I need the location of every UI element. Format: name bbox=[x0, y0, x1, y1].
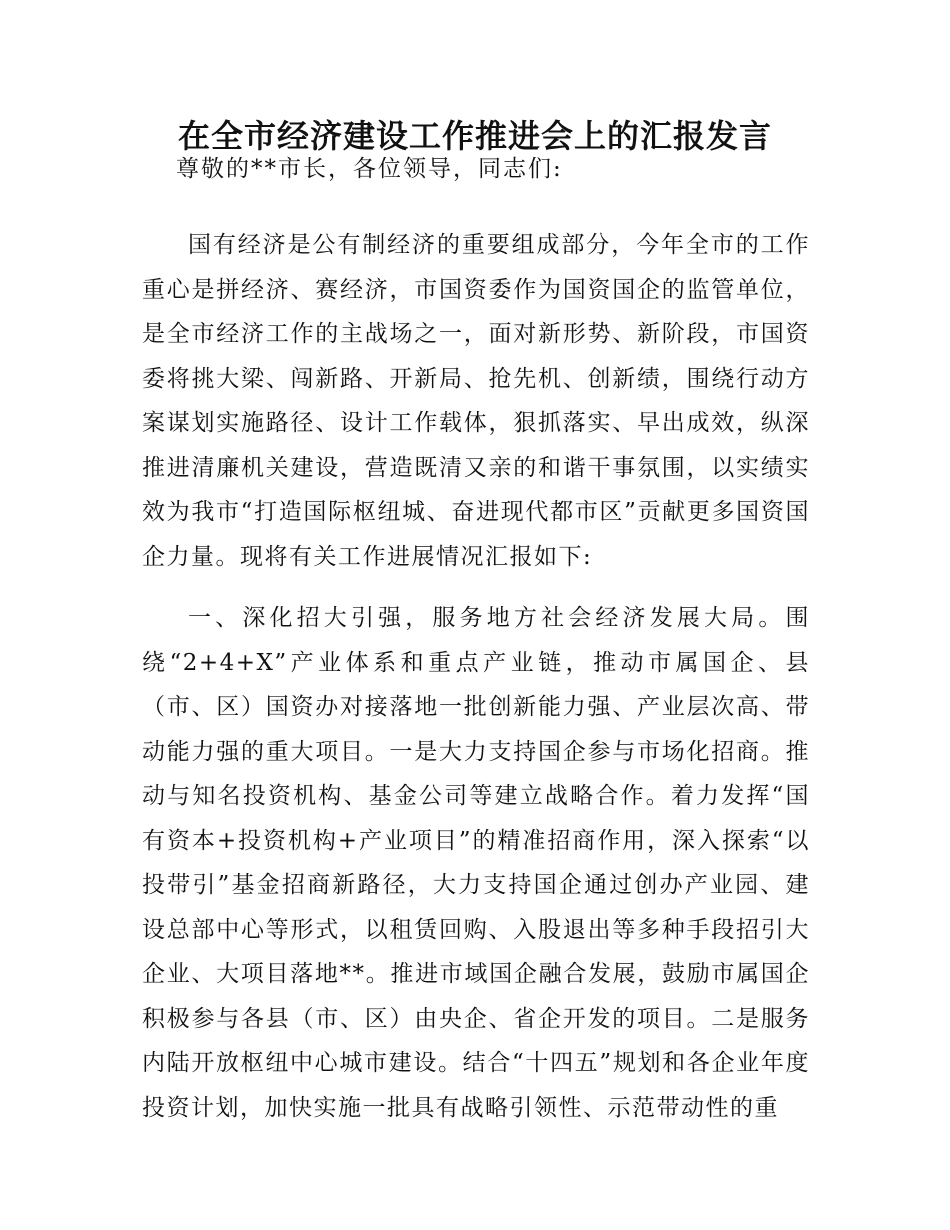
document-title: 在全市经济建设工作推进会上的汇报发言 bbox=[177, 117, 772, 155]
salutation: 尊敬的**市长，各位领导，同志们: bbox=[176, 156, 563, 182]
body-paragraph: 一、深化招大引强，服务地方社会经济发展大局。围绕“2+4+X”产业体系和重点产业链，推动市属国企、县（市、区）国资办对接落地一批创新能力强、产业层次高、带动能力强的重大项目。一是大力支持国企参与市场化招商。推动与知名投资机构、基金公司等建立战略合作。着力发挥“国有资本+投资机构+产业项目”的精准招商作用，深入探索“以投带引”基金招商新路径，大力支持国企通过创办产业园、建设总部中心等形式，以租赁回购、入股退出等多种手段招引大企业、大项目落地**。推进市域国企融合发展，鼓励市属国企积极参与各县（市、区）由央企、省企开发的项目。二是服务内陆开放枢纽中心城市建设。结合“十四五”规划和各企业年度投资计划，加快实施一批具有战略引领性、示范带动性的重 bbox=[142, 605, 810, 1121]
document-body bbox=[142, 223, 810, 1130]
body-paragraph: 国有经济是公有制经济的重要组成部分，今年全市的工作重心是拼经济、赛经济，市国资委作为国资国企的监管单位，是全市经济工作的主战场之一，面对新形势、新阶段，市国资委将挑大梁、闯新路、开新局、抢先机、创新绩，围绕行动方案谋划实施路径、设计工作载体，狠抓落实、早出成效，纵深推进清廉机关建设，营造既清又亲的和谐干事氛围，以实绩实效为我市“打造国际枢纽城、奋进现代都市区”贡献更多国资国企力量。现将有关工作进展情况汇报如下: bbox=[142, 232, 810, 570]
